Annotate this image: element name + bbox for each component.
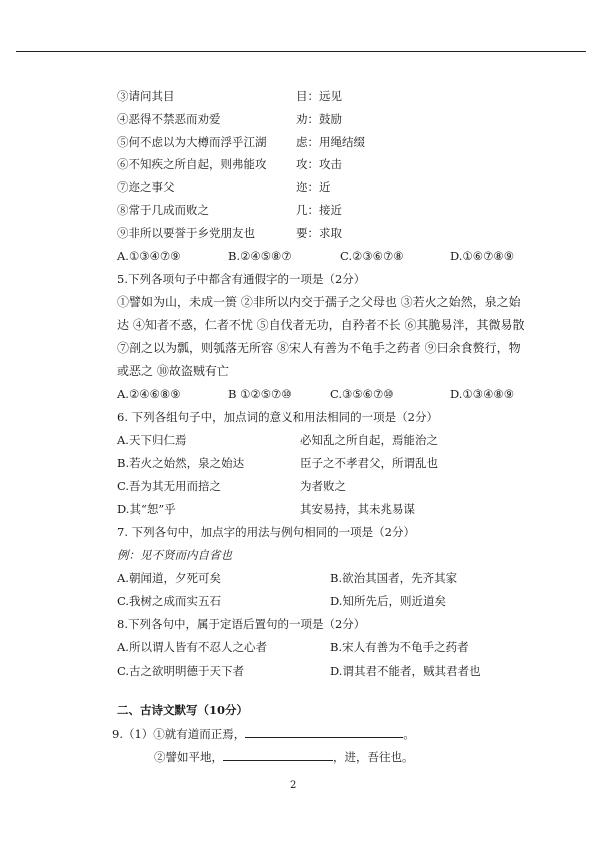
q8-option-c: C.古之欲明明德于天下者 [117, 664, 245, 678]
q6-row-c-left: C.吾为其无用而掊之 [117, 479, 222, 493]
q4-item-4: ④恶得不禁恶而劝爱 [117, 112, 221, 126]
q7-option-d: D.知所先后，则近道矣 [330, 594, 446, 608]
q6-row-c-right: 为者败之 [300, 479, 346, 493]
q4-gloss-4: 劝：鼓励 [296, 112, 342, 126]
q6-stem: 6. 下列各组句子中，加点词的意义和用法相同的一项是（2分） [117, 410, 438, 424]
q5-stem: 5.下列各项句子中都含有通假字的一项是（2分） [117, 272, 366, 286]
q4-item-5: ⑤何不虑以为大樽而浮乎江湖 [117, 135, 267, 149]
q7-option-a: A.朝闻道，夕死可矣 [117, 571, 221, 585]
q8-stem: 8.下列各句中，属于定语后置句的一项是（2分） [117, 617, 366, 631]
q9-1-suffix: 。 [403, 727, 415, 741]
q5-line-3: ⑦剖之以为瓢，则瓠落无所容 ⑧宋人有善为不龟手之药者 ⑨曰余食赘行，物 [117, 341, 521, 355]
q4-item-8: ⑧常于几成而败之 [117, 203, 209, 217]
q6-row-a-left: A.天下归仁焉 [117, 433, 187, 447]
header-rule [16, 51, 586, 52]
q5-line-4: 或恶之 ⑩故盗贼有亡 [117, 364, 229, 378]
q6-row-b-right: 臣子之不孝君父，所谓乱也 [300, 456, 438, 470]
q8-option-d: D.谓其君不能者，贼其君者也 [330, 664, 481, 678]
q5-line-2: 达 ④知者不惑，仁者不忧 ⑤自伐者无功，自矜者不长 ⑥其脆易泮，其微易散 [117, 318, 525, 332]
q7-option-b: B.欲治其国者，先齐其家 [330, 571, 458, 585]
q4-gloss-7: 迩：近 [296, 180, 331, 194]
q4-option-b: B.②④⑤⑧⑦ [228, 249, 292, 263]
q4-gloss-5: 虑：用绳结缀 [296, 135, 365, 149]
q6-row-d-right: 其安易持，其未兆易谋 [300, 502, 415, 516]
q7-example: 例：见不贤而内自省也 [117, 548, 232, 562]
q9-2-prefix: ②譬如平地， [154, 750, 223, 764]
q4-gloss-8: 几：接近 [296, 203, 342, 217]
q9-2-answer-blank[interactable] [223, 749, 333, 761]
q6-row-b-left: B.若火之始然，泉之始达 [117, 456, 245, 470]
page-number: 2 [290, 780, 297, 791]
q9-1-prefix: 9.（1）①就有道而正焉， [112, 727, 246, 741]
q9-1-answer-blank[interactable] [245, 726, 403, 738]
q9-line-2 [154, 749, 414, 764]
q5-option-a: A.②④⑥⑧⑨ [117, 387, 181, 401]
q4-gloss-6: 攻：攻击 [296, 157, 342, 171]
q6-row-a-right: 必知乱之所自起，焉能治之 [300, 433, 438, 447]
q4-gloss-9: 要：求取 [296, 226, 342, 240]
q4-option-d: D.①⑥⑦⑧⑨ [450, 249, 515, 263]
q7-option-c: C.我树之成而实五石 [117, 594, 222, 608]
q5-option-b: B ①②⑤⑦⑩ [228, 387, 292, 401]
q9-2-suffix: ，进，吾往也。 [333, 750, 414, 764]
q9-line-1 [112, 726, 415, 741]
q5-option-d: D.①③④⑧⑨ [450, 387, 515, 401]
q8-option-b: B.宋人有善为不龟手之药者 [330, 640, 469, 654]
q4-option-a: A.①③④⑦⑨ [117, 249, 181, 263]
q6-row-d-left: D.其“恕”乎 [117, 502, 176, 516]
q4-item-6: ⑥不知疾之所自起，则弗能攻 [117, 157, 267, 171]
q4-item-3: ③请问其目 [117, 89, 175, 103]
q5-option-c: C.③⑤⑥⑦⑩ [330, 387, 394, 401]
q4-item-7: ⑦迩之事父 [117, 180, 175, 194]
q7-stem: 7. 下列各句中，加点字的用法与例句相同的一项是（2分） [117, 525, 415, 539]
q8-option-a: A.所以谓人皆有不忍人之心者 [117, 640, 267, 654]
q4-gloss-3: 目：远见 [296, 89, 342, 103]
q5-line-1: ①譬如为山，未成一篑 ②非所以内交于孺子之父母也 ③若火之始然，泉之始 [117, 295, 521, 309]
q4-item-9: ⑨非所以要誉于乡党朋友也 [117, 226, 255, 240]
q4-option-c: C.②③⑥⑦⑧ [340, 249, 404, 263]
section-2-title: 二、古诗文默写（10分） [117, 703, 249, 717]
